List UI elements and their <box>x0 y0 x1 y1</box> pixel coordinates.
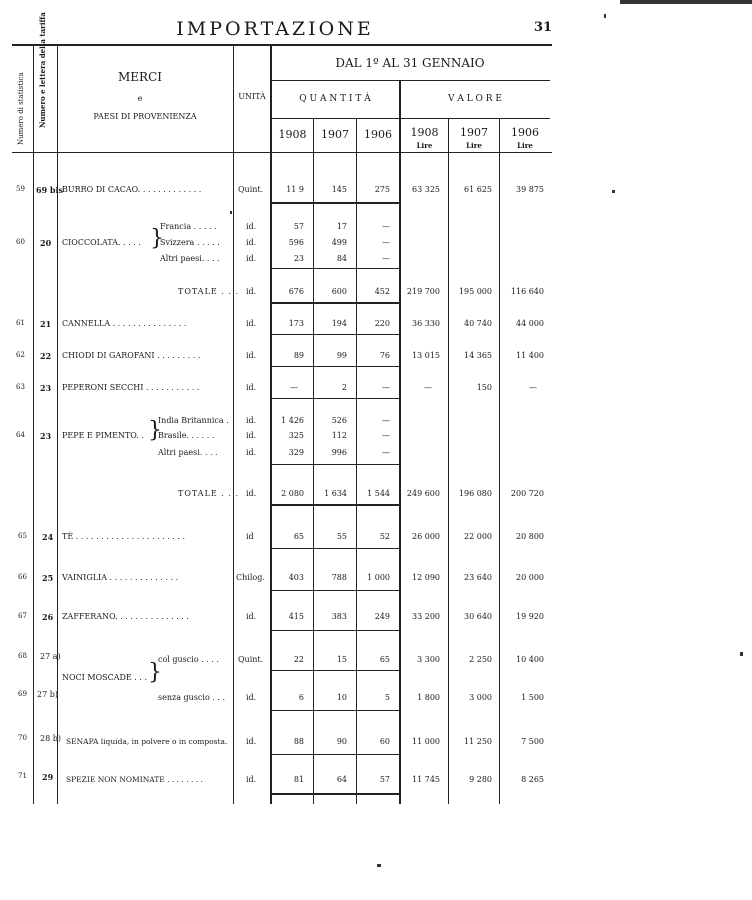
row-name: CHIODI DI GAROFANI . . . . . . . . . <box>62 351 201 360</box>
row-q1908: 173 <box>288 319 304 328</box>
row-q1907: 194 <box>331 319 347 328</box>
row-q1908: 57 <box>293 222 304 231</box>
row-v1907: 23 640 <box>464 573 492 582</box>
row-unit: id. <box>246 448 257 457</box>
qty-underline <box>272 710 399 711</box>
row-tariff: 27 b) <box>37 690 58 699</box>
year-q-1908: 1908 <box>278 128 307 141</box>
row-v1908: — <box>424 383 432 392</box>
row-unit: id. <box>246 351 257 360</box>
row-name: SENAPA liquida, in polvere o in composta. <box>66 737 228 746</box>
year-q-1906: 1906 <box>364 128 392 141</box>
scan-artifact <box>377 864 381 867</box>
row-v1906: 116 640 <box>510 287 544 296</box>
row-q1907: 526 <box>331 416 347 425</box>
row-q1908: 676 <box>288 287 304 296</box>
year-v-1907: 1907 <box>460 126 488 139</box>
row-unit: id. <box>246 238 257 247</box>
period-rule <box>272 80 550 81</box>
year-v-1906: 1906 <box>511 126 539 139</box>
row-q1906: — <box>382 383 390 392</box>
row-sub: col guscio . . . . <box>158 655 219 664</box>
row-q1907: 15 <box>336 655 347 664</box>
row-q1906: — <box>382 416 390 425</box>
row-sub: Altri paesi. . . . <box>158 448 218 457</box>
row-stat: 69 <box>18 690 27 698</box>
row-v1906: 11 400 <box>516 351 544 360</box>
row-q1907: 64 <box>336 775 347 784</box>
qty-underline <box>272 366 399 367</box>
row-v1907: 3 000 <box>469 693 492 702</box>
row-tariff: 28 b) <box>40 734 61 743</box>
row-stat: 65 <box>18 532 27 540</box>
row-v1908: 12 090 <box>412 573 440 582</box>
year-v-1908: 1908 <box>410 126 439 139</box>
row-v1906: 200 720 <box>510 489 544 498</box>
row-unit: id. <box>246 383 257 392</box>
row-stat: 61 <box>16 319 25 327</box>
row-name: PEPERONI SECCHI . . . . . . . . . . . <box>62 383 200 392</box>
row-q1906: 220 <box>374 319 390 328</box>
col-divider <box>233 44 234 804</box>
row-stat: 59 <box>16 185 25 193</box>
row-q1906: 52 <box>379 532 390 541</box>
row-sub: Svizzera . . . . . <box>160 238 220 247</box>
total-label: TOTALE . . . <box>178 489 239 498</box>
row-unit: Quint. <box>238 655 264 664</box>
row-q1908: 329 <box>288 448 304 457</box>
row-q1907: 17 <box>336 222 347 231</box>
row-q1907: 499 <box>331 238 347 247</box>
row-tariff: 20 <box>40 238 52 248</box>
brace-icon: } <box>148 418 162 443</box>
row-q1906: — <box>382 238 390 247</box>
row-q1908: 325 <box>288 431 304 440</box>
row-v1907: 2 250 <box>469 655 492 664</box>
row-v1908: 36 330 <box>412 319 440 328</box>
unita-header: UNITÀ <box>238 92 266 101</box>
row-q1907: 145 <box>331 185 347 194</box>
row-tariff: 24 <box>42 532 54 542</box>
qty-underline <box>272 754 399 755</box>
row-v1906: 10 400 <box>516 655 544 664</box>
row-q1908: 88 <box>293 737 304 746</box>
row-q1908: 89 <box>293 351 304 360</box>
row-name: BURRO DI CACAO. . . . . . . . . . . . . <box>62 185 202 194</box>
row-tariff: 21 <box>40 319 52 329</box>
row-stat: 67 <box>18 612 27 620</box>
row-name: CIOCCOLATA. . . . . <box>62 238 141 247</box>
row-q1908: 11 9 <box>286 185 304 194</box>
row-tariff: 23 <box>40 431 52 441</box>
scan-artifact <box>604 14 606 18</box>
row-v1907: 195 000 <box>458 287 492 296</box>
row-v1906: 44 000 <box>516 319 544 328</box>
row-unit: id. <box>246 287 257 296</box>
col-divider <box>448 118 449 804</box>
row-q1908: 81 <box>293 775 304 784</box>
row-q1907: 84 <box>336 254 347 263</box>
row-q1906: 76 <box>379 351 390 360</box>
row-unit: id. <box>246 612 257 621</box>
merci-header: MERCI <box>117 70 162 84</box>
row-q1908: — <box>290 383 298 392</box>
row-stat: 64 <box>16 431 25 439</box>
row-v1907: 150 <box>476 383 492 392</box>
lire-label: Lire <box>416 141 433 150</box>
row-q1908: 22 <box>293 655 304 664</box>
row-sub: Brasile. . . . . . <box>158 431 215 440</box>
row-unit: Quint. <box>238 185 264 194</box>
row-q1908: 415 <box>288 612 304 621</box>
row-stat: 62 <box>16 351 25 359</box>
row-unit: Chilog. <box>236 573 265 582</box>
row-v1906: 7 500 <box>521 737 544 746</box>
qty-underline <box>272 548 399 549</box>
row-q1906: 60 <box>379 737 390 746</box>
row-stat: 60 <box>16 238 25 246</box>
row-unit: id. <box>246 431 257 440</box>
period-header: DAL 1º AL 31 GENNAIO <box>335 56 485 70</box>
row-unit: id <box>246 532 254 541</box>
row-q1906: 1 544 <box>367 489 390 498</box>
row-q1907: 600 <box>331 287 347 296</box>
row-v1908: 13 015 <box>412 351 440 360</box>
row-v1908: 63 325 <box>412 185 440 194</box>
scan-artifact <box>620 0 752 4</box>
row-q1906: 1 000 <box>367 573 390 582</box>
table-top-rule <box>12 44 552 46</box>
col-stat-header: Numero di statistica <box>17 72 25 145</box>
row-q1908: 65 <box>293 532 304 541</box>
row-tariff: 27 a) <box>40 652 61 661</box>
row-unit: id. <box>246 416 257 425</box>
scan-artifact <box>612 190 615 193</box>
row-q1907: 99 <box>336 351 347 360</box>
row-sub: Francia . . . . . <box>160 222 217 231</box>
row-stat: 68 <box>18 652 27 660</box>
year-q-1907: 1907 <box>321 128 349 141</box>
row-q1907: 383 <box>331 612 347 621</box>
row-v1907: 22 000 <box>464 532 492 541</box>
qty-underline <box>272 202 399 204</box>
qty-underline <box>272 464 399 465</box>
valore-header: V A L O R E <box>447 94 502 104</box>
row-unit: id. <box>246 775 257 784</box>
row-v1908: 3 300 <box>417 655 440 664</box>
row-tariff: 29 <box>42 772 54 782</box>
quantita-header: Q U A N T I T À <box>299 94 371 104</box>
row-q1907: 112 <box>331 431 347 440</box>
row-unit: id. <box>246 222 257 231</box>
qty-underline <box>272 590 399 591</box>
row-unit: id. <box>246 737 257 746</box>
row-name: SPEZIE NON NOMINATE . . . . . . . . <box>66 775 203 784</box>
row-v1908: 1 800 <box>417 693 440 702</box>
row-q1907: 90 <box>336 737 347 746</box>
row-name: CANNELLA . . . . . . . . . . . . . . . <box>62 319 187 328</box>
row-v1908: 33 200 <box>412 612 440 621</box>
row-v1907: 30 640 <box>464 612 492 621</box>
qty-underline <box>272 793 399 795</box>
row-q1908: 403 <box>288 573 304 582</box>
row-name: ZAFFERANO. . . . . . . . . . . . . . . <box>62 612 189 621</box>
row-v1907: 9 280 <box>469 775 492 784</box>
e-header: e <box>137 94 143 103</box>
row-v1908: 26 000 <box>412 532 440 541</box>
row-name: VAINIGLIA . . . . . . . . . . . . . . <box>62 573 179 582</box>
scan-artifact <box>740 652 743 656</box>
brace-icon: } <box>148 660 162 685</box>
brace-icon: } <box>150 226 164 251</box>
row-v1906: 20 000 <box>516 573 544 582</box>
header-bottom-rule <box>12 152 552 153</box>
row-q1907: 996 <box>331 448 347 457</box>
qty-underline <box>272 334 399 335</box>
row-q1908: 23 <box>293 254 304 263</box>
row-v1908: 219 700 <box>406 287 440 296</box>
row-v1907: 14 365 <box>464 351 492 360</box>
row-q1907: 788 <box>331 573 347 582</box>
row-v1906: — <box>529 383 537 392</box>
row-q1906: — <box>382 431 390 440</box>
row-sub: senza guscio . . . <box>158 693 226 702</box>
row-tariff: 25 <box>42 573 54 583</box>
row-v1906: 19 920 <box>516 612 544 621</box>
qty-underline <box>272 670 399 671</box>
row-tariff: 23 <box>40 383 52 393</box>
row-name: PEPE E PIMENTO. . <box>62 431 144 440</box>
scan-artifact <box>230 211 232 214</box>
row-v1908: 249 600 <box>406 489 440 498</box>
row-q1908: 596 <box>288 238 304 247</box>
row-tariff: 69 bis <box>36 185 64 195</box>
row-stat: 66 <box>18 573 27 581</box>
row-tariff: 22 <box>40 351 52 361</box>
row-v1906: 8 265 <box>521 775 544 784</box>
row-stat: 70 <box>18 734 27 742</box>
qty-underline <box>272 302 399 304</box>
row-name: TÈ . . . . . . . . . . . . . . . . . . . . . . <box>62 532 186 541</box>
col-divider <box>33 44 34 804</box>
qty-underline <box>272 504 399 506</box>
row-q1906: 57 <box>379 775 390 784</box>
row-q1906: 275 <box>374 185 390 194</box>
row-q1908: 1 426 <box>281 416 304 425</box>
lire-label: Lire <box>466 141 482 150</box>
page-title: IMPORTAZIONE <box>176 18 374 40</box>
row-unit: id. <box>246 489 257 498</box>
row-v1906: 39 875 <box>516 185 544 194</box>
row-v1907: 61 625 <box>464 185 492 194</box>
row-q1906: — <box>382 222 390 231</box>
row-unit: id. <box>246 693 257 702</box>
paesi-header: PAESI DI PROVENIENZA <box>93 112 197 121</box>
row-unit: id. <box>246 254 257 263</box>
qty-underline <box>272 630 399 631</box>
col-tariff-header: Numero e lettera della tariffa <box>38 12 47 128</box>
row-q1906: 5 <box>384 693 390 702</box>
col-divider <box>499 118 500 804</box>
row-q1906: 452 <box>374 287 390 296</box>
row-unit: id. <box>246 319 257 328</box>
row-q1907: 10 <box>336 693 347 702</box>
row-v1907: 40 740 <box>464 319 492 328</box>
row-v1908: 11 000 <box>412 737 440 746</box>
row-q1906: 65 <box>379 655 390 664</box>
row-q1907: 55 <box>336 532 347 541</box>
row-v1906: 20 800 <box>516 532 544 541</box>
row-q1907: 2 <box>341 383 347 392</box>
row-v1906: 1 500 <box>521 693 544 702</box>
qty-underline <box>272 268 399 269</box>
qty-underline <box>272 398 399 399</box>
row-tariff: 26 <box>42 612 54 622</box>
row-q1906: 249 <box>374 612 390 621</box>
row-q1906: — <box>382 254 390 263</box>
total-label: TOTALE . . . <box>178 287 239 296</box>
row-q1908: 6 <box>298 693 304 702</box>
row-sub: India Britannica . <box>158 416 229 425</box>
row-v1908: 11 745 <box>412 775 440 784</box>
row-name: NOCI MOSCADE . . . <box>62 673 148 682</box>
row-v1907: 11 250 <box>464 737 492 746</box>
row-sub: Altri paesi. . . . <box>160 254 220 263</box>
page-number: 31 <box>534 20 553 35</box>
row-stat: 63 <box>16 383 25 391</box>
row-q1908: 2 080 <box>281 489 304 498</box>
lire-label: Lire <box>517 141 533 150</box>
row-v1907: 196 080 <box>458 489 492 498</box>
row-stat: 71 <box>18 772 27 780</box>
row-q1907: 1 634 <box>324 489 347 498</box>
row-q1906: — <box>382 448 390 457</box>
